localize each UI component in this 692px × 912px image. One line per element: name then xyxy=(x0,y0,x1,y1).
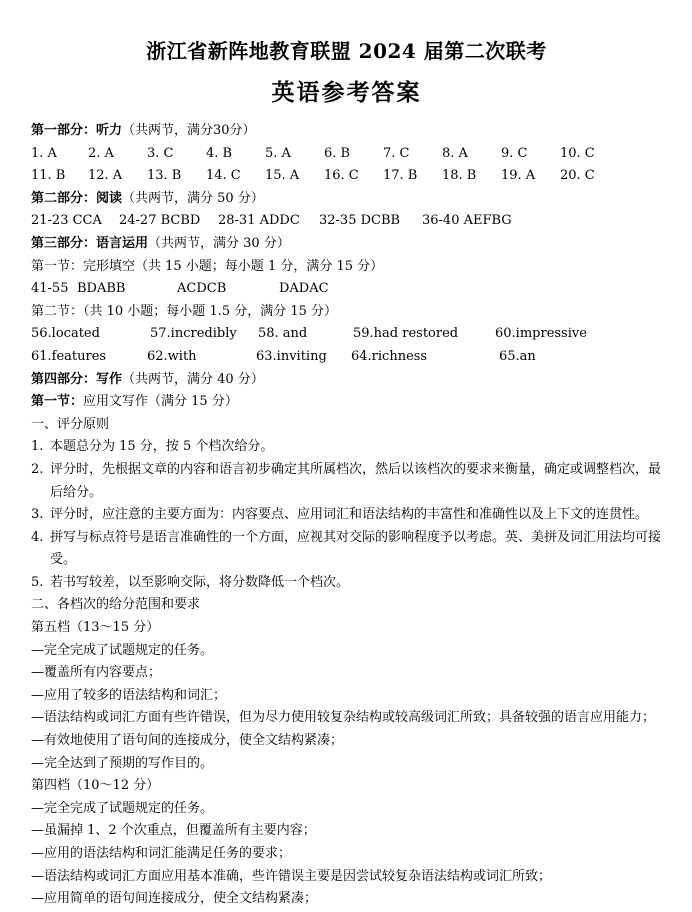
answer-key-title: 英语参考答案 xyxy=(271,79,422,106)
level4-item: —应用的语法结构和词汇能满足任务的要求； xyxy=(31,846,292,861)
listening-answers-row-1 xyxy=(31,143,662,166)
part1-note: （共两节，满分30分） xyxy=(122,123,256,138)
part3-note: （共两节，满分 30 分） xyxy=(148,235,290,251)
principle-number: 4. xyxy=(31,529,44,545)
grammar-answers-row-2 xyxy=(31,346,662,369)
answer-item: 65.an xyxy=(499,348,536,364)
writing-section1-note: 应用文写作（满分 15 分） xyxy=(83,394,238,410)
answer-item: 63.inviting xyxy=(256,348,327,364)
principle-item xyxy=(31,436,662,459)
answer-item: 20. C xyxy=(560,168,595,184)
answer-item: 62.with xyxy=(147,348,197,364)
part4-heading: 第四部分：写作 xyxy=(31,371,123,387)
principle-text: 拼写与标点符号是语言准确性的一个方面，应视其对交际的影响程度予以考虑。英、美拼及词汇用法均可接受。 xyxy=(50,529,662,568)
level5-item: —覆盖所有内容要点； xyxy=(31,665,162,681)
level4-item: —完全完成了试题规定的任务。 xyxy=(31,800,214,816)
grammar-answers-row-1 xyxy=(31,323,662,346)
level4-item: —虽漏掉 1、2 个次重点，但覆盖所有主要内容； xyxy=(31,823,316,839)
reading-answers-row xyxy=(31,210,662,233)
level5-item: —完全完成了试题规定的任务。 xyxy=(31,642,214,658)
answer-item: 61.features xyxy=(31,348,107,364)
listening-answers-row-2 xyxy=(31,165,662,188)
answer-item: 12. A xyxy=(88,168,123,184)
level5-title: 第五档（13～15 分） xyxy=(31,620,160,636)
answer-group: ACDCB xyxy=(177,281,227,297)
score-ranges-title: 二、各档次的给分范围和要求 xyxy=(31,597,201,613)
principle-number: 2. xyxy=(31,461,44,477)
exam-title: 浙江省新阵地教育联盟 2024 届第二次联考 xyxy=(146,39,547,63)
answer-item: 10. C xyxy=(560,145,595,161)
answer-item: 8. A xyxy=(442,145,468,161)
level4-title: 第四档（10～12 分） xyxy=(31,778,160,794)
principle-number: 3. xyxy=(31,507,44,523)
answer-item: 13. B xyxy=(147,168,182,184)
part2-header xyxy=(31,188,662,211)
answer-item: 57.incredibly xyxy=(150,326,237,342)
part3-heading: 第三部分：语言运用 xyxy=(31,235,149,251)
principle-text: 本题总分为 15 分，按 5 个档次给分。 xyxy=(50,439,274,455)
principles-title: 一、评分原则 xyxy=(31,416,110,432)
part3-header xyxy=(31,233,662,256)
cloze-section-title: 第一节：完形填空（共 15 小题；每小题 1 分，满分 15 分） xyxy=(31,258,384,274)
answer-key-body xyxy=(31,120,662,911)
grammar-fill-section-title: 第二节：（共 10 小题；每小题 1.5 分，满分 15 分） xyxy=(31,303,338,319)
principle-item xyxy=(31,504,662,527)
principle-text: 若书写较差，以至影响交际，将分数降低一个档次。 xyxy=(50,574,350,590)
answer-item: 11. B xyxy=(31,168,66,184)
level5-item: —语法结构或词汇方面有些许错误，但为尽力使用较复杂结构或较高级词汇所致；具备较强的语言应用能力； xyxy=(31,710,656,726)
part1-header xyxy=(31,120,662,143)
level5-item: —完全达到了预期的写作目的。 xyxy=(31,755,214,771)
writing-section1-heading: 第一节： xyxy=(31,394,84,410)
principle-number: 5. xyxy=(31,574,44,590)
answer-group: DADAC xyxy=(279,281,329,297)
answer-group: BDABB xyxy=(77,281,126,297)
answer-item: 7. C xyxy=(383,145,410,161)
answer-item: 17. B xyxy=(383,168,418,184)
answer-item: 3. C xyxy=(147,145,174,161)
principle-text: 评分时，应注意的主要方面为：内容要点、应用词汇和语法结构的丰富性和准确性以及上下文的连贯性。 xyxy=(50,507,649,523)
level5-item: —有效地使用了语句间的连接成分，使全文结构紧凑； xyxy=(31,733,344,749)
principle-item xyxy=(31,459,662,504)
answer-item: 64.richness xyxy=(351,348,428,364)
answer-item: 2. A xyxy=(88,145,114,161)
principle-item xyxy=(31,527,662,572)
answer-item: 1. A xyxy=(31,145,57,161)
part2-note: （共两节，满分 50 分） xyxy=(122,190,264,206)
answer-item: 4. B xyxy=(206,145,233,161)
answer-group: 32-35 DCBB xyxy=(319,213,401,229)
part1-heading: 第一部分：听力 xyxy=(31,123,123,138)
answer-item: 16. C xyxy=(324,168,359,184)
answer-group: 21-23 CCA xyxy=(31,213,102,229)
answer-item: 60.impressive xyxy=(495,326,587,342)
answer-group: 36-40 AEFBG xyxy=(422,213,512,229)
writing-section1-header xyxy=(31,391,662,414)
answer-item: 18. B xyxy=(442,168,477,184)
part4-note: （共两节，满分 40 分） xyxy=(122,371,264,387)
answer-item: 59.had restored xyxy=(353,326,459,342)
answer-item: 58. and xyxy=(258,326,308,342)
answer-group: 24-27 BCBD xyxy=(119,213,201,229)
level5-item: —应用了较多的语法结构和词汇； xyxy=(31,687,227,703)
answer-item: 6. B xyxy=(324,145,351,161)
level4-item: —应用简单的语句间连接成分，使全文结构紧凑； xyxy=(31,891,318,907)
answer-item: 15. A xyxy=(265,168,300,184)
level4-item: —语法结构或词汇方面应用基本准确，些许错误主要是因尝试较复杂语法结构或词汇所致； xyxy=(31,868,552,884)
answer-item: 5. A xyxy=(265,145,291,161)
cloze-answers-row xyxy=(31,278,662,301)
principle-item xyxy=(31,572,662,595)
answer-item: 14. C xyxy=(206,168,241,184)
part2-heading: 第二部分：阅读 xyxy=(31,190,123,206)
principle-number: 1. xyxy=(31,439,44,455)
principle-text: 评分时，先根据文章的内容和语言初步确定其所属档次，然后以该档次的要求来衡量，确定或调整档次，最后给分。 xyxy=(50,461,662,500)
part4-header xyxy=(31,369,662,392)
answer-group: 41-55 xyxy=(31,281,69,297)
answer-item: 19. A xyxy=(501,168,536,184)
answer-item: 9. C xyxy=(501,145,528,161)
answer-item: 56.located xyxy=(31,326,100,342)
answer-group: 28-31 ADDC xyxy=(218,213,300,229)
